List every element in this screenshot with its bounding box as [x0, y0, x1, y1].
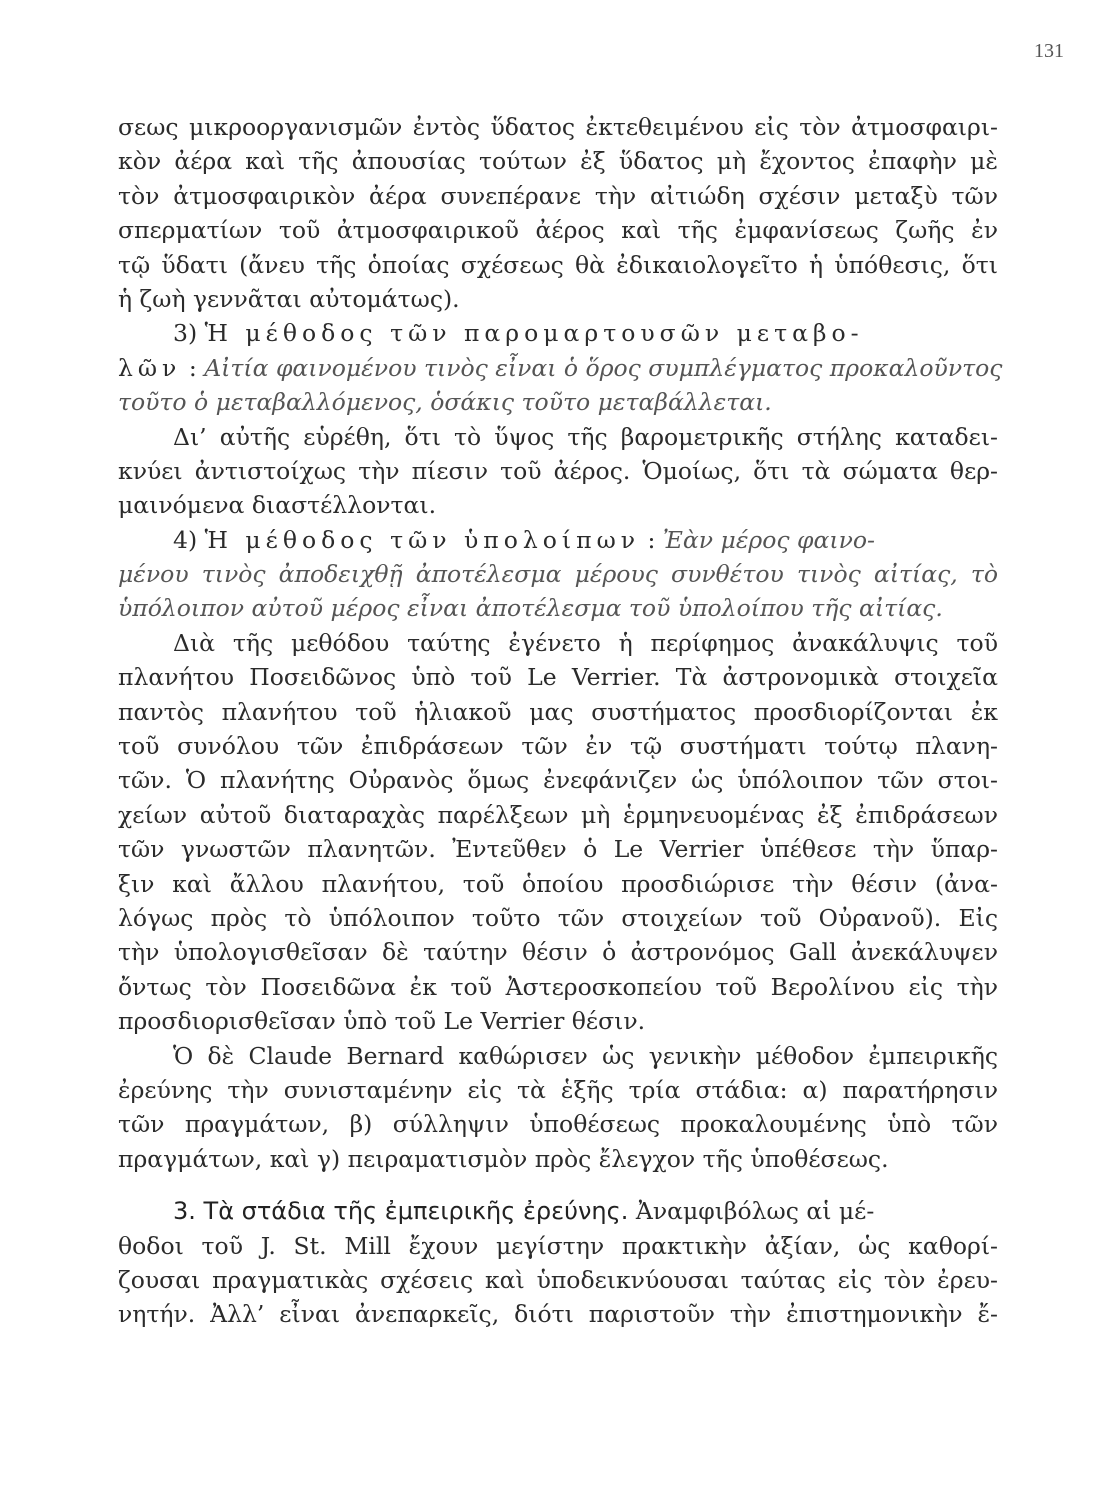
text-line: ἐρεύνης τὴν συνισταμένην εἰς τὰ ἑξῆς τρία στάδια: α) παρατήρησιν: [118, 1075, 998, 1104]
section-3-first-text: Ἀναμφιβόλως αἱ μέ-: [635, 1197, 875, 1226]
text-line: σεως μικροοργανισμῶν ἐντὸς ὕδατος ἐκτεθειμένου εἰς τὸν ἀτμοσφαιρι-: [118, 113, 998, 141]
text-line: ἡ ζωὴ γεννᾶται αὐτομάτως).: [118, 284, 460, 313]
text-line: πραγμάτων, καὶ γ) πειραματισμὸν πρὸς ἔλεγχον τῆς ὑποθέσεως.: [118, 1144, 889, 1173]
paragraph-bernard: [118, 1039, 998, 1177]
method-definition: Ἐὰν μέρος φαινο-: [662, 525, 875, 554]
method-definition: ὑπόλοιπον αὐτοῦ μέρος εἶναι ἀποτέλεσμα τοῦ ὑπολοίπου τῆς αἰτίας.: [118, 594, 943, 623]
text-line: κνύει ἀντιστοίχως τὴν πίεσιν τοῦ ἀέρος. Ὁμοίως, ὅτι τὰ σώματα θερ-: [118, 456, 998, 485]
text-line: λόγως πρὸς τὸ ὑπόλοιπον τοῦτο τῶν στοιχείων τοῦ Οὐρανοῦ). Εἰς: [118, 903, 998, 932]
page-number: 131: [1034, 40, 1064, 62]
text-line: Δι’ αὐτῆς εὑρέθη, ὅτι τὸ ὕψος τῆς βαρομετρικῆς στήλης καταδει-: [173, 422, 998, 451]
text-line: κὸν ἀέρα καὶ τῆς ἀπουσίας τούτων ἐξ ὕδατος μὴ ἔχοντος ἐπαφὴν μὲ: [118, 147, 998, 176]
method-definition: Αἰτία φαινομένου τινὸς εἶναι ὁ ὅρος συμπλέγματος προκαλοῦντος: [204, 353, 1003, 382]
text-line: ζουσαι πραγματικὰς σχέσεις καὶ ὑποδεικνύουσαι ταύτας εἰς τὸν ἐρευ-: [118, 1265, 998, 1294]
method-number: 4): [173, 525, 198, 554]
method-definition: μένου τινὸς ἀποδειχθῇ ἀποτέλεσμα μέρους συνθέτου τινὸς αἰτίας, τὸ: [118, 560, 998, 589]
text-line: χείων αὐτοῦ διαταραχὰς παρέλξεων μὴ ἑρμηνευομένας ἐξ ἐπιδράσεων: [118, 800, 998, 829]
text-line: προσδιορισθεῖσαν ὑπὸ τοῦ Le Verrier θέσιν.: [118, 1007, 646, 1036]
text-line: Ὁ δὲ Claude Bernard καθώρισεν ὡς γενικὴν μέθοδον ἐμπειρικῆς: [173, 1041, 998, 1070]
method-definition: τοῦτο ὁ μεταβαλλόμενος, ὁσάκις τοῦτο μεταβάλλεται.: [118, 388, 772, 417]
section-heading: 3. Τὰ στάδια τῆς ἐμπειρικῆς ἐρεύνης.: [173, 1197, 629, 1226]
text-line: τῶν πραγμάτων, β) σύλληψιν ὑποθέσεως προκαλουμένης ὑπὸ τῶν: [118, 1110, 998, 1139]
method-number: 3): [173, 319, 198, 348]
text-line: τὴν ὑπολογισθεῖσαν δὲ ταύτην θέσιν ὁ ἀστρονόμος Gall ἀνεκάλυψεν: [118, 938, 998, 967]
text-line: παντὸς πλανήτου τοῦ ἡλιακοῦ μας συστήματος προσδιορίζονται ἐκ: [118, 697, 998, 726]
method-3-title-line: [118, 316, 998, 350]
paragraph-pasteur: [118, 110, 998, 316]
text-line: τῶν γνωστῶν πλανητῶν. Ἐντεῦθεν ὁ Le Verrier ὑπέθεσε τὴν ὕπαρ-: [118, 835, 998, 864]
text-line: τοῦ συνόλου τῶν ἐπιδράσεων τῶν ἐν τῷ συστήματι τούτῳ πλανη-: [118, 732, 998, 761]
text-line: νητήν. Ἀλλ’ εἶναι ἀνεπαρκεῖς, διότι παριστοῦν τὴν ἐπιστημονικὴν ἔ-: [118, 1300, 998, 1329]
text-line: μαινόμενα διαστέλλονται.: [118, 491, 437, 520]
method-4-title-line: 4) Ἡ μέθοδος τῶν ὑπολοίπων : Ἐὰν μέρος φαινο-: [173, 525, 875, 554]
page-body: [118, 110, 1003, 1332]
text-line: τῶν. Ὁ πλανήτης Οὐρανὸς ὅμως ἐνεφάνιζεν ὡς ὑπόλοιπον τῶν στοι-: [118, 766, 998, 795]
method-title: Ἡ μέθοδος τῶν ὑπολοίπων: [204, 525, 641, 554]
text-line: τὸν ἀτμοσφαιρικὸν ἀέρα συνεπέρανε τὴν αἰτιώδη σχέσιν μεταξὺ τῶν: [118, 181, 998, 210]
text-line: ξιν καὶ ἄλλου πλανήτου, τοῦ ὁποίου προσδιώρισε τὴν θέσιν (ἀνα-: [118, 869, 998, 898]
paragraph-le-verrier: [118, 626, 998, 1039]
method-4: [118, 523, 998, 626]
text-line: τῷ ὕδατι (ἄνευ τῆς ὁποίας σχέσεως θὰ ἐδικαιολογεῖτο ἡ ὑπόθεσις, ὅτι: [118, 250, 998, 279]
method-title-end: λῶν: [118, 353, 182, 382]
text-line: σπερματίων τοῦ ἀτμοσφαιρικοῦ ἀέρος καὶ τῆς ἐμφανίσεως ζωῆς ἐν: [118, 216, 998, 245]
section-3: [118, 1194, 998, 1332]
text-line: θοδοι τοῦ J. St. Mill ἔχουν μεγίστην πρακτικὴν ἀξίαν, ὡς καθορί-: [118, 1231, 998, 1260]
method-3: [118, 316, 1003, 522]
method-3-definition-line: λῶν : Αἰτία φαινομένου τινὸς εἶναι ὁ ὅρος συμπλέγματος προκαλοῦντος: [118, 353, 1003, 382]
text-line: πλανήτου Ποσειδῶνος ὑπὸ τοῦ Le Verrier. Τὰ ἀστρονομικὰ στοιχεῖα: [118, 663, 998, 692]
method-title: Ἡ μέθοδος τῶν παρομαρτουσῶν μεταβο-: [204, 319, 864, 348]
text-line: Διὰ τῆς μεθόδου ταύτης ἐγένετο ἡ περίφημος ἀνακάλυψις τοῦ: [173, 628, 998, 657]
text-line: ὄντως τὸν Ποσειδῶνα ἐκ τοῦ Ἀστεροσκοπείου τοῦ Βερολίνου εἰς τὴν: [118, 972, 998, 1001]
section-3-first-line: [118, 1194, 998, 1228]
